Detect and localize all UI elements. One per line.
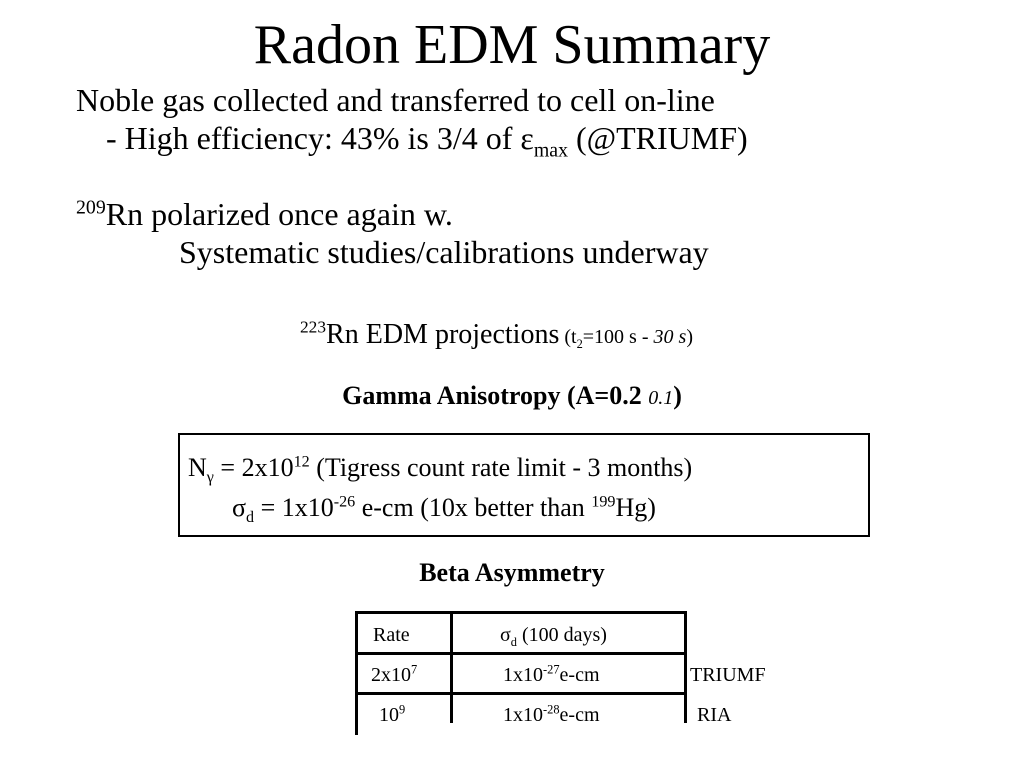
collection-line: Noble gas collected and transferred to cell on-line bbox=[76, 82, 715, 118]
n-subscript: γ bbox=[206, 469, 214, 487]
rn209-line bbox=[76, 196, 453, 232]
beta-asymmetry-heading: Beta Asymmetry bbox=[419, 558, 605, 587]
row1-sigma-exponent: -27 bbox=[543, 662, 560, 677]
row2-rate-exponent: 9 bbox=[399, 702, 406, 717]
header-sigma-subscript: d bbox=[510, 635, 517, 649]
sigma-exponent: -26 bbox=[333, 493, 356, 511]
table-column-divider bbox=[450, 611, 453, 723]
row2-sigma-exponent: -28 bbox=[543, 702, 560, 717]
hg-text: Hg) bbox=[615, 493, 656, 522]
table-right-border bbox=[684, 611, 687, 723]
n-note: (Tigress count rate limit - 3 months) bbox=[309, 453, 693, 482]
gamma-heading-close: ) bbox=[673, 381, 682, 410]
header-sigma-symbol: σ bbox=[500, 624, 511, 646]
rn209-mass-number: 209 bbox=[76, 196, 106, 219]
sigma-subscript: d bbox=[246, 509, 255, 527]
sigma-line bbox=[232, 493, 656, 527]
efficiency-prefix: - High efficiency: 43% is 3/4 of bbox=[106, 120, 521, 156]
gamma-heading-text: Gamma Anisotropy (A=0.2 bbox=[342, 381, 649, 410]
projections-parameters bbox=[559, 326, 693, 351]
n-value: = 2x10 bbox=[213, 453, 294, 482]
slide-title: Radon EDM Summary bbox=[253, 14, 771, 76]
t-value: =100 s - bbox=[582, 326, 654, 348]
t-alt-value: 30 s bbox=[653, 326, 687, 348]
projections-label: Rn EDM projections bbox=[326, 319, 560, 350]
gamma-results-box bbox=[178, 433, 870, 537]
row1-facility: TRIUMF bbox=[690, 664, 766, 686]
table-header-divider bbox=[355, 652, 687, 655]
n-symbol: N bbox=[188, 453, 207, 482]
paren-open: (t bbox=[559, 326, 577, 348]
row1-sigma-base: 1x10 bbox=[503, 664, 543, 686]
hg-mass-number: 199 bbox=[591, 493, 616, 511]
row1-sigma-unit: e-cm bbox=[559, 664, 600, 686]
projections-heading bbox=[300, 318, 693, 354]
n-exponent: 12 bbox=[293, 453, 310, 471]
epsilon-symbol: ε bbox=[520, 120, 534, 156]
row2-sigma-unit: e-cm bbox=[559, 704, 600, 726]
sigma-value: = 1x10 bbox=[254, 493, 334, 522]
rn223-mass-number: 223 bbox=[300, 317, 327, 337]
paren-close: ) bbox=[686, 326, 693, 348]
row2-rate-base: 10 bbox=[379, 704, 399, 726]
header-rate: Rate bbox=[373, 624, 410, 646]
efficiency-line bbox=[106, 120, 748, 162]
header-sigma-text: (100 days) bbox=[516, 624, 607, 646]
table-row-divider bbox=[355, 692, 687, 695]
t-subscript: 2 bbox=[576, 337, 583, 351]
gamma-heading-alt: 0.1 bbox=[648, 387, 674, 409]
systematic-line: Systematic studies/calibrations underway bbox=[179, 234, 709, 270]
row1-rate bbox=[371, 663, 417, 687]
gamma-anisotropy-heading bbox=[0, 380, 1024, 414]
beta-asymmetry-table bbox=[355, 611, 766, 735]
efficiency-suffix: (@TRIUMF) bbox=[568, 120, 748, 156]
epsilon-subscript: max bbox=[533, 139, 568, 162]
n-gamma-line bbox=[188, 453, 693, 487]
row2-rate bbox=[379, 703, 405, 727]
row1-rate-base: 2x10 bbox=[371, 664, 411, 686]
row1-rate-exponent: 7 bbox=[411, 662, 418, 677]
table-left-border bbox=[355, 611, 358, 735]
row1-sigma bbox=[503, 663, 600, 687]
row2-sigma-base: 1x10 bbox=[503, 704, 543, 726]
rn209-text: Rn polarized once again w. bbox=[105, 196, 453, 232]
row2-sigma bbox=[503, 703, 600, 727]
row2-facility: RIA bbox=[697, 704, 732, 726]
table-top-border bbox=[355, 611, 687, 614]
header-sigma bbox=[500, 623, 607, 647]
sigma-note: e-cm (10x better than bbox=[355, 493, 592, 522]
sigma-symbol: σ bbox=[232, 493, 247, 522]
